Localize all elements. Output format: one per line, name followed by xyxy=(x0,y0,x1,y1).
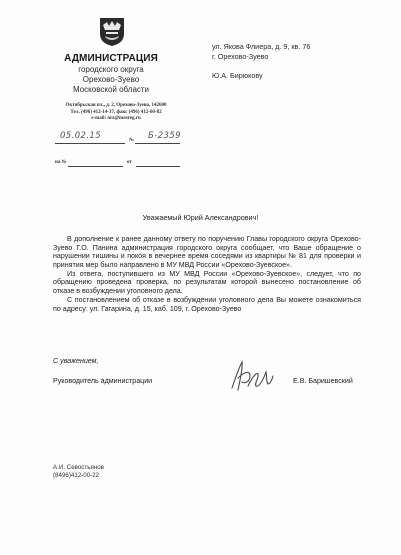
letter-paragraph: В дополнение к ранее данному ответу по поручению Главы городского округа Орехово-Зуево Г.О. Панина администрация городского округа сообщает, что Ваше обращение о нарушении тишины и покоя в вечернее время соседями из квартиры № 81 для проверки и принятия мер было направлено в МУ МВД России «Орехово-Зуевское». xyxy=(53,235,361,269)
letter-paragraph: С постановлением об отказе в возбуждении уголовного дела Вы можете ознакомиться по адресу: ул. Гагарина, д. 15, каб. 109, г. Орехово-Зуево xyxy=(53,296,361,313)
reference-number-label: на № xyxy=(55,160,67,165)
addressee-city: г. Орехово-Зуево xyxy=(212,52,269,61)
registration-number-line xyxy=(135,143,180,144)
letter-body xyxy=(53,235,361,314)
organization-line-2: Орехово-Зуево xyxy=(82,75,140,84)
registration-date-line xyxy=(55,143,125,144)
reference-number-line xyxy=(68,166,123,167)
signer-title: Руководитель администрации xyxy=(53,377,153,385)
addressee-person: Ю.А. Бирюкову xyxy=(212,71,263,80)
executor-footer xyxy=(53,464,104,480)
executor-name: А.И. Севостьянов xyxy=(53,464,104,471)
letter-closing: С уважением, xyxy=(53,357,99,365)
registration-date: 05.02.15 xyxy=(60,131,102,141)
contact-address: Октябрьская пл., д. 2, Орехово-Зуево, 142600 xyxy=(65,103,167,108)
addressee-block xyxy=(212,42,310,81)
coat-of-arms-emblem xyxy=(99,17,125,47)
registration-number-label: № xyxy=(129,138,135,143)
registration-number: Б-2359 xyxy=(148,131,181,141)
signer-name: Е.В. Баришевский xyxy=(293,377,353,385)
reference-date-line xyxy=(136,166,180,167)
contact-phones: Тел. (496) 412-14-37, факс (496) 412-60-82 xyxy=(70,109,162,115)
reference-date-label: от xyxy=(127,160,132,165)
handwritten-signature xyxy=(226,358,274,394)
contact-email: e-mail: orz@mosreg.ru xyxy=(91,116,141,121)
executor-phone: (8496)412-00-22 xyxy=(53,472,100,480)
organization-line-1: городского округа xyxy=(78,65,144,74)
letter-paragraph: Из ответа, поступившего из МУ МВД России «Орехово-Зуевское», следует, что по обращению проведена проверка, по результатам которой вынесено постановление об отказе в возбуждении уголовного дела. xyxy=(53,269,361,296)
letter-salutation: Уважаемый Юрий Александрович! xyxy=(142,213,259,222)
addressee-street: ул. Якова Флиера, д. 9, кв. 76 xyxy=(212,42,311,51)
organization-name: АДМИНИСТРАЦИЯ xyxy=(64,53,158,64)
organization-contacts xyxy=(50,103,182,123)
organization-line-3: Московской области xyxy=(72,85,150,94)
organization-block xyxy=(40,53,182,95)
